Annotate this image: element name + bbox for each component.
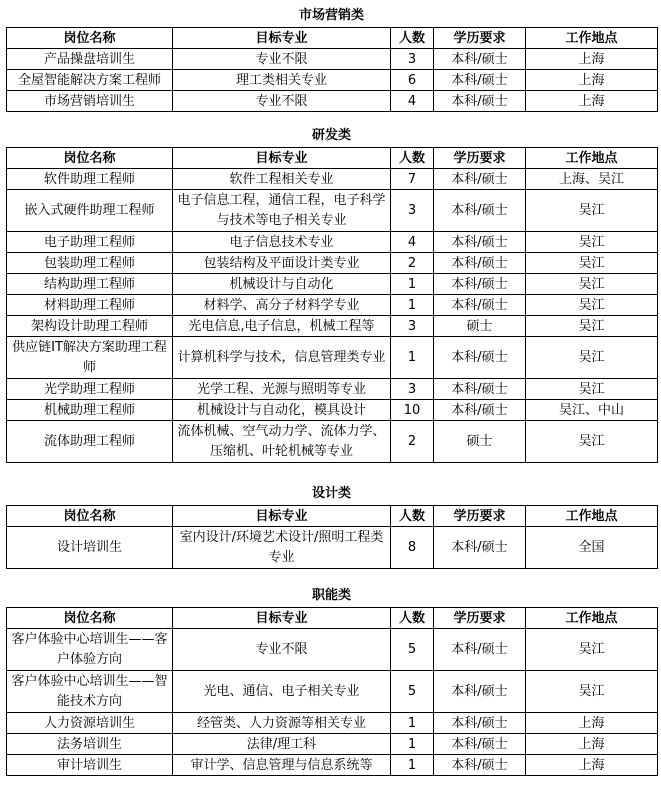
cell-count: 4 (391, 91, 434, 112)
header-location: 工作地点 (526, 506, 658, 527)
header-major: 目标专业 (173, 608, 391, 629)
cell-count: 5 (391, 671, 434, 713)
cell-edu: 硕士 (434, 316, 526, 337)
table-row (7, 274, 658, 295)
cell-location: 上海、吴江 (526, 169, 658, 190)
table-row (7, 295, 658, 316)
cell-name: 结构助理工程师 (7, 274, 173, 295)
cell-edu: 本科/硕士 (434, 49, 526, 70)
cell-count: 3 (391, 379, 434, 400)
cell-count: 1 (391, 274, 434, 295)
cell-name: 材料助理工程师 (7, 295, 173, 316)
rnd-table (6, 147, 658, 463)
cell-name: 法务培训生 (7, 734, 173, 755)
cell-edu: 本科/硕士 (434, 337, 526, 379)
table-row (7, 400, 658, 421)
header-major: 目标专业 (173, 148, 391, 169)
cell-edu: 本科/硕士 (434, 755, 526, 776)
table-row (7, 70, 658, 91)
cell-count: 1 (391, 295, 434, 316)
cell-location: 吴江 (526, 671, 658, 713)
section-title-functional: 职能类 (311, 588, 351, 603)
cell-edu: 本科/硕士 (434, 274, 526, 295)
header-count: 人数 (391, 506, 434, 527)
header-count: 人数 (391, 148, 434, 169)
cell-name: 产品操盘培训生 (7, 49, 173, 70)
cell-name: 市场营销培训生 (7, 91, 173, 112)
cell-count: 1 (391, 734, 434, 755)
cell-location: 吴江 (526, 274, 658, 295)
cell-name: 嵌入式硬件助理工程师 (7, 190, 173, 232)
table-row (7, 232, 658, 253)
cell-edu: 本科/硕士 (434, 253, 526, 274)
functional-table (6, 607, 658, 776)
cell-name: 软件助理工程师 (7, 169, 173, 190)
cell-name: 客户体验中心培训生——客户体验方向 (7, 629, 173, 671)
cell-location: 吴江 (526, 421, 658, 463)
cell-edu: 本科/硕士 (434, 713, 526, 734)
cell-edu: 本科/硕士 (434, 232, 526, 253)
cell-edu: 本科/硕士 (434, 671, 526, 713)
table-row (7, 316, 658, 337)
cell-count: 7 (391, 169, 434, 190)
cell-count: 10 (391, 400, 434, 421)
cell-major: 流体机械、空气动力学、流体力学、压缩机、叶轮机械等专业 (173, 421, 391, 463)
table-row (7, 527, 658, 569)
cell-name: 电子助理工程师 (7, 232, 173, 253)
cell-name: 全屋智能解决方案工程师 (7, 70, 173, 91)
cell-major: 审计学、信息管理与信息系统等 (173, 755, 391, 776)
cell-location: 上海 (526, 91, 658, 112)
cell-name: 机械助理工程师 (7, 400, 173, 421)
cell-major: 法律/理工科 (173, 734, 391, 755)
cell-count: 1 (391, 713, 434, 734)
cell-count: 5 (391, 629, 434, 671)
cell-name: 包装助理工程师 (7, 253, 173, 274)
cell-edu: 本科/硕士 (434, 527, 526, 569)
cell-edu: 本科/硕士 (434, 91, 526, 112)
cell-location: 吴江 (526, 337, 658, 379)
cell-major: 光学工程、光源与照明等专业 (173, 379, 391, 400)
cell-edu: 本科/硕士 (434, 400, 526, 421)
design-table (6, 505, 658, 569)
table-row (7, 734, 658, 755)
cell-location: 全国 (526, 527, 658, 569)
section-title-marketing: 市场营销类 (298, 8, 364, 23)
cell-location: 吴江 (526, 190, 658, 232)
cell-major: 机械设计与自动化，模具设计 (173, 400, 391, 421)
cell-location: 上海 (526, 713, 658, 734)
cell-edu: 本科/硕士 (434, 295, 526, 316)
cell-major: 电子信息工程，通信工程，电子科学与技术等电子相关专业 (173, 190, 391, 232)
cell-major: 包装结构及平面设计类专业 (173, 253, 391, 274)
table-row (7, 629, 658, 671)
cell-edu: 本科/硕士 (434, 169, 526, 190)
cell-major: 专业不限 (173, 629, 391, 671)
table-row (7, 91, 658, 112)
cell-location: 吴江 (526, 379, 658, 400)
section-title-rnd: 研发类 (311, 128, 351, 143)
cell-name: 架构设计助理工程师 (7, 316, 173, 337)
cell-major: 电子信息技术专业 (173, 232, 391, 253)
table-row (7, 337, 658, 379)
cell-major: 经管类、人力资源等相关专业 (173, 713, 391, 734)
header-major: 目标专业 (173, 28, 391, 49)
cell-name: 人力资源培训生 (7, 713, 173, 734)
table-header-row (7, 28, 658, 49)
table-row (7, 421, 658, 463)
cell-count: 1 (391, 755, 434, 776)
cell-count: 8 (391, 527, 434, 569)
marketing-table (6, 27, 658, 112)
section-title-design: 设计类 (311, 486, 351, 501)
cell-location: 吴江 (526, 316, 658, 337)
header-count: 人数 (391, 28, 434, 49)
cell-major: 计算机科学与技术，信息管理类专业 (173, 337, 391, 379)
cell-count: 1 (391, 337, 434, 379)
cell-major: 理工类相关专业 (173, 70, 391, 91)
header-name: 岗位名称 (7, 506, 173, 527)
header-edu: 学历要求 (434, 608, 526, 629)
cell-location: 吴江 (526, 232, 658, 253)
cell-count: 2 (391, 421, 434, 463)
cell-major: 专业不限 (173, 49, 391, 70)
cell-edu: 本科/硕士 (434, 734, 526, 755)
cell-location: 上海 (526, 49, 658, 70)
cell-major: 软件工程相关专业 (173, 169, 391, 190)
cell-edu: 本科/硕士 (434, 379, 526, 400)
cell-major: 室内设计/环境艺术设计/照明工程类专业 (173, 527, 391, 569)
cell-location: 吴江 (526, 629, 658, 671)
cell-count: 3 (391, 316, 434, 337)
header-name: 岗位名称 (7, 608, 173, 629)
cell-major: 材料学、高分子材料学专业 (173, 295, 391, 316)
header-count: 人数 (391, 608, 434, 629)
table-header-row (7, 148, 658, 169)
cell-edu: 本科/硕士 (434, 70, 526, 91)
header-location: 工作地点 (526, 28, 658, 49)
cell-location: 上海 (526, 755, 658, 776)
cell-count: 3 (391, 190, 434, 232)
cell-count: 4 (391, 232, 434, 253)
cell-edu: 本科/硕士 (434, 629, 526, 671)
cell-count: 3 (391, 49, 434, 70)
cell-name: 客户体验中心培训生——智能技术方向 (7, 671, 173, 713)
table-row (7, 713, 658, 734)
table-row (7, 190, 658, 232)
cell-location: 吴江、中山 (526, 400, 658, 421)
cell-major: 机械设计与自动化 (173, 274, 391, 295)
cell-name: 供应链IT解决方案助理工程师 (7, 337, 173, 379)
cell-edu: 本科/硕士 (434, 190, 526, 232)
cell-name: 设计培训生 (7, 527, 173, 569)
cell-location: 吴江 (526, 295, 658, 316)
cell-name: 光学助理工程师 (7, 379, 173, 400)
cell-major: 专业不限 (173, 91, 391, 112)
cell-name: 审计培训生 (7, 755, 173, 776)
table-row (7, 671, 658, 713)
header-location: 工作地点 (526, 608, 658, 629)
header-edu: 学历要求 (434, 28, 526, 49)
table-row (7, 755, 658, 776)
table-header-row (7, 506, 658, 527)
cell-edu: 硕士 (434, 421, 526, 463)
cell-location: 吴江 (526, 253, 658, 274)
table-row (7, 379, 658, 400)
table-header-row (7, 608, 658, 629)
header-edu: 学历要求 (434, 148, 526, 169)
cell-major: 光电、通信、电子相关专业 (173, 671, 391, 713)
cell-count: 2 (391, 253, 434, 274)
header-major: 目标专业 (173, 506, 391, 527)
cell-major: 光电信息,电子信息，机械工程等 (173, 316, 391, 337)
header-edu: 学历要求 (434, 506, 526, 527)
cell-location: 上海 (526, 734, 658, 755)
table-row (7, 49, 658, 70)
header-location: 工作地点 (526, 148, 658, 169)
cell-count: 6 (391, 70, 434, 91)
header-name: 岗位名称 (7, 28, 173, 49)
header-name: 岗位名称 (7, 148, 173, 169)
table-row (7, 169, 658, 190)
table-row (7, 253, 658, 274)
cell-location: 上海 (526, 70, 658, 91)
cell-name: 流体助理工程师 (7, 421, 173, 463)
